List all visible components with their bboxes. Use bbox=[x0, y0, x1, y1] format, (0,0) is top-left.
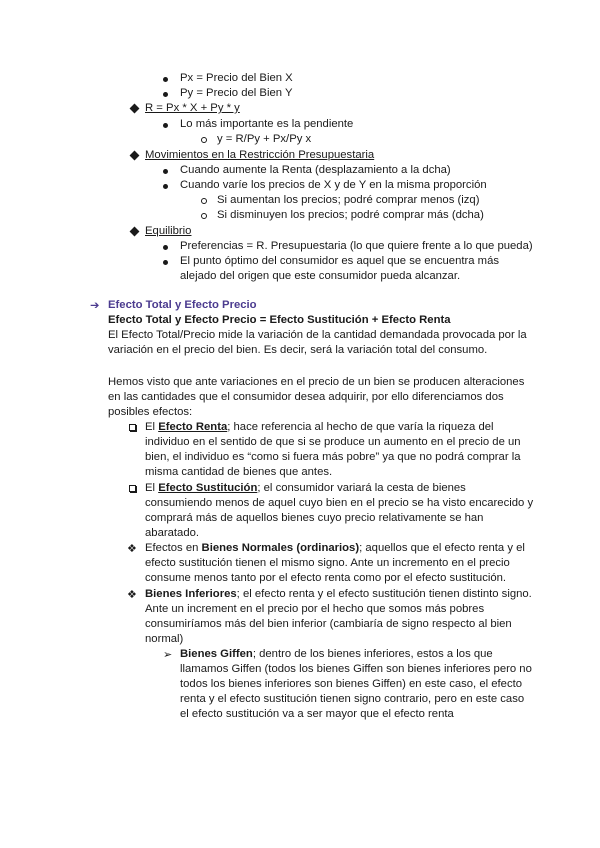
diamond-bullet-icon bbox=[130, 151, 140, 161]
checkbox-bullet-icon bbox=[129, 424, 136, 431]
normales-line1 bbox=[145, 541, 525, 556]
paragraph-line: en las cantidades que el consumidor desea adquirir, por ello diferenciamos dos bbox=[108, 391, 504, 403]
list-item-renta: Cuando aumente la Renta (desplazamiento a la dcha) bbox=[180, 164, 451, 176]
efecto-sustitucion-line1 bbox=[145, 481, 466, 496]
list-item-preferencias: Preferencias = R. Presupuestaria (lo que quiere frente a lo que pueda) bbox=[180, 240, 533, 252]
efecto-renta-line1 bbox=[145, 420, 494, 435]
arrowhead-bullet-icon: ➢ bbox=[163, 648, 173, 661]
efecto-renta-line2: individuo en el sentido de que si se produce un aumento en el precio de un bbox=[145, 436, 521, 448]
giffen-line1 bbox=[180, 647, 493, 662]
list-item-optimo-line2: alejado del origen que este consumidor pueda alcanzar. bbox=[180, 270, 461, 282]
list-item-py: Py = Precio del Bien Y bbox=[180, 87, 293, 99]
efecto-sustitucion-line4: abaratado. bbox=[145, 527, 200, 539]
list-item-pendiente: Lo más importante es la pendiente bbox=[180, 118, 354, 130]
bullet-circle bbox=[201, 213, 207, 219]
giffen-line3: todos los bienes inferiores son bienes Giffen) en este caso, el efecto bbox=[180, 678, 523, 690]
giffen-line4: renta y el efecto sustitución tienen signo contrario, pero en este caso bbox=[180, 693, 525, 705]
inferiores-line1 bbox=[145, 587, 532, 602]
paragraph-line: posibles efectos: bbox=[108, 406, 193, 418]
bullet-dot bbox=[163, 92, 168, 97]
normales-line2: efecto sustitución tienen el mismo signo. Ante un incremento en el precio bbox=[145, 557, 510, 569]
arrow-bullet-icon: ➔ bbox=[90, 299, 100, 312]
term-bienes-normales: Bienes Normales (ordinarios) bbox=[201, 542, 360, 554]
normales-line3: consume menos tanto por el efecto renta como por el efecto sustitución. bbox=[145, 572, 507, 584]
bullet-circle bbox=[201, 137, 207, 143]
section-subheading: Efecto Total y Efecto Precio = Efecto Sustitución + Efecto Renta bbox=[108, 314, 451, 326]
efecto-renta-line4: misma cantidad de bienes que antes. bbox=[145, 466, 333, 478]
movimientos-title: Movimientos en la Restricción Presupuestaria bbox=[145, 149, 375, 161]
four-diamond-bullet-icon: ❖ bbox=[127, 588, 137, 601]
text-span: ; el consumidor variará la cesta de bienes bbox=[257, 482, 466, 494]
list-item-px: Px = Precio del Bien X bbox=[180, 72, 293, 84]
text-span: ; hace referencia al hecho de que varía la riqueza del bbox=[227, 421, 494, 433]
four-diamond-bullet-icon: ❖ bbox=[127, 542, 137, 555]
diamond-bullet-icon bbox=[130, 104, 140, 114]
paragraph-line: Hemos visto que ante variaciones en el precio de un bien se producen alteraciones bbox=[108, 376, 525, 388]
text-span: ; dentro de los bienes inferiores, estos a los que bbox=[252, 648, 493, 660]
bullet-dot bbox=[163, 169, 168, 174]
efecto-renta-line3: bien, el individuo es “como si fuera más pobre” ya que no podrá comprar la bbox=[145, 451, 521, 463]
term-efecto-sustitucion: Efecto Sustitución bbox=[158, 482, 258, 494]
equilibrio-title: Equilibrio bbox=[145, 225, 192, 237]
term-efecto-renta: Efecto Renta bbox=[158, 421, 228, 433]
list-item-aumentan: Si aumentan los precios; podré comprar menos (izq) bbox=[217, 194, 480, 206]
bullet-dot bbox=[163, 77, 168, 82]
paragraph-line: El Efecto Total/Precio mide la variación de la cantidad demandada provocada por la bbox=[108, 329, 527, 341]
term-bienes-giffen: Bienes Giffen bbox=[180, 648, 253, 660]
list-item-y-formula: y = R/Py + Px/Py x bbox=[217, 133, 312, 145]
efecto-sustitucion-line2: consumiendo menos de aquel cuyo bien en el precio se ha visto encarecido y bbox=[145, 497, 534, 509]
text-span: El bbox=[145, 421, 159, 433]
list-item-r-formula: R = Px * X + Py * y bbox=[145, 102, 240, 114]
bullet-dot bbox=[163, 260, 168, 265]
bullet-dot bbox=[163, 245, 168, 250]
text-span: ; el efecto renta y el efecto sustitución tienen distinto signo. bbox=[236, 588, 532, 600]
text-span: ; aquellos que el efecto renta y el bbox=[359, 542, 525, 554]
diamond-bullet-icon bbox=[130, 227, 140, 237]
giffen-line2: llamamos Giffen (todos los bienes Giffen son bienes inferiores pero no bbox=[180, 663, 532, 675]
bullet-dot bbox=[163, 184, 168, 189]
text-span: Efectos en bbox=[145, 542, 202, 554]
efecto-sustitucion-line3: comprará más de aquellos bienes cuyo precio relativamente se han bbox=[145, 512, 484, 524]
checkbox-bullet-icon bbox=[129, 485, 136, 492]
list-item-precios: Cuando varíe los precios de X y de Y en la misma proporción bbox=[180, 179, 487, 191]
bullet-circle bbox=[201, 198, 207, 204]
paragraph-line: variación en el precio del bien. Es decir, será la variación total del consumo. bbox=[108, 344, 488, 356]
text-span: El bbox=[145, 482, 159, 494]
giffen-line5: el efecto sustitución va a ser mayor que el efecto renta bbox=[180, 708, 454, 720]
section-heading: Efecto Total y Efecto Precio bbox=[108, 299, 257, 311]
term-bienes-inferiores: Bienes Inferiores bbox=[145, 588, 237, 600]
inferiores-line3: consumiríamos más del bien inferior (cambiaría de signo respecto al bien bbox=[145, 618, 512, 630]
inferiores-line4: normal) bbox=[145, 633, 184, 645]
list-item-disminuyen: Si disminuyen los precios; podré comprar más (dcha) bbox=[217, 209, 484, 221]
inferiores-line2: Ante un increment en el precio por el hecho que somos más pobres bbox=[145, 603, 485, 615]
bullet-dot bbox=[163, 123, 168, 128]
list-item-optimo-line1: El punto óptimo del consumidor es aquel que se encuentra más bbox=[180, 255, 500, 267]
